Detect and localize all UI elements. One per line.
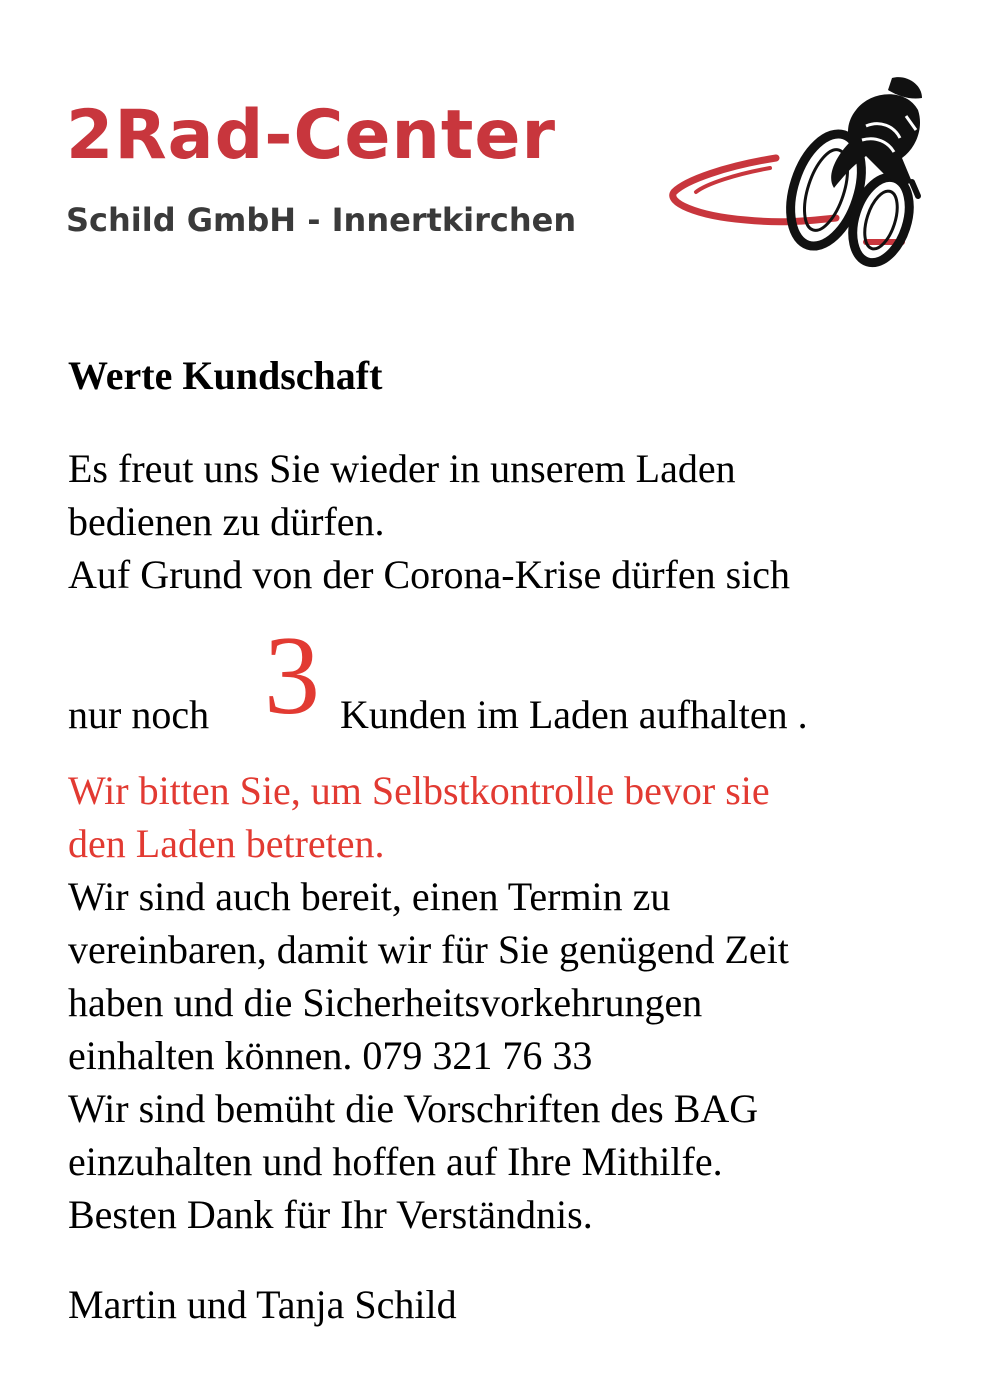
body-line: Wir sind auch bereit, einen Termin zu: [68, 874, 671, 919]
logo-subtitle: Schild GmbH - Innertkirchen: [66, 201, 577, 239]
body-line: Besten Dank für Ihr Verständnis.: [68, 1192, 593, 1237]
body-line: einzuhalten und hoffen auf Ihre Mithilfe.: [68, 1139, 723, 1184]
limit-prefix: nur noch: [68, 692, 210, 737]
body-line: vereinbaren, damit wir für Sie genügend Zeit: [68, 927, 789, 972]
request-line: Wir bitten Sie, um Selbstkontrolle bevor sie: [68, 768, 770, 813]
intro-line: Auf Grund von der Corona-Krise dürfen sich: [68, 552, 791, 597]
logo-title: 2Rad-Center: [66, 96, 557, 175]
self-check-request: [68, 764, 770, 870]
body-line-phone: einhalten können. 079 321 76 33: [68, 1033, 593, 1078]
intro-line: bedienen zu dürfen.: [68, 499, 385, 544]
intro-paragraph: [68, 442, 790, 601]
company-logo: [66, 70, 926, 270]
signature: Martin und Tanja Schild: [68, 1282, 457, 1327]
customer-limit-number: 3: [264, 614, 320, 738]
body-line: Wir sind bemüht die Vorschriften des BAG: [68, 1086, 759, 1131]
request-line: den Laden betreten.: [68, 821, 385, 866]
greeting: Werte Kundschaft: [68, 353, 383, 398]
intro-line: Es freut uns Sie wieder in unserem Laden: [68, 446, 736, 491]
body-line: haben und die Sicherheitsvorkehrungen: [68, 980, 703, 1025]
limit-suffix: Kunden im Laden aufhalten .: [340, 692, 808, 737]
body-paragraph: [68, 870, 789, 1241]
cyclist-icon: [666, 70, 926, 270]
